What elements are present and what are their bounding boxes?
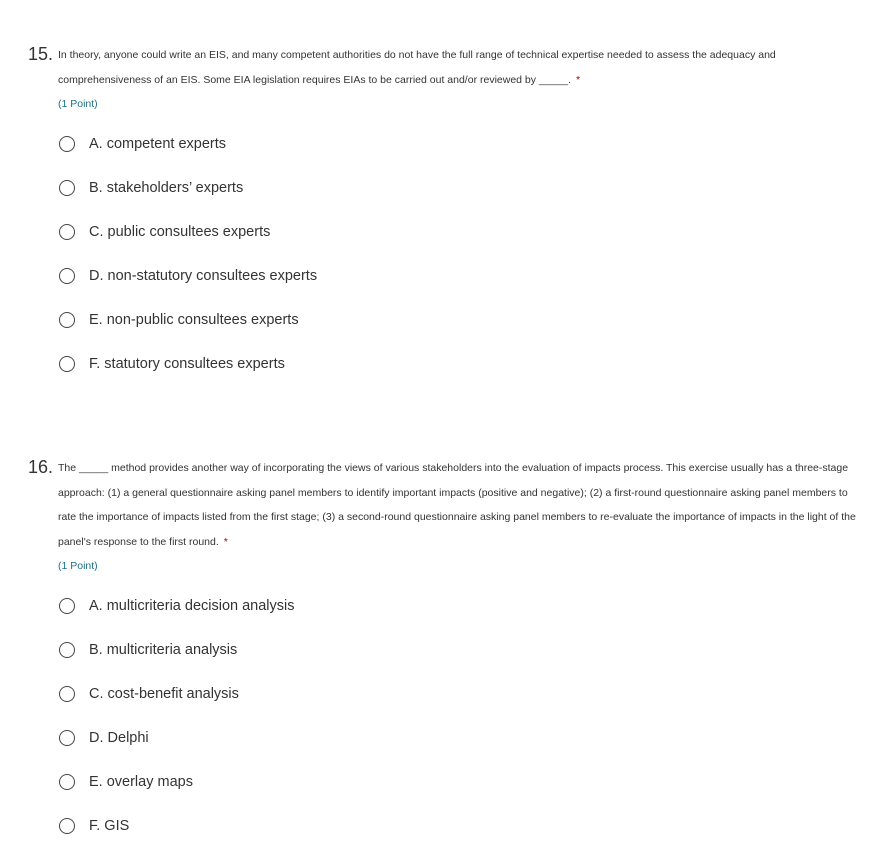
option-label: C. cost-benefit analysis [89,686,239,702]
option-a[interactable] [0,122,887,166]
option-label: A. competent experts [89,136,227,152]
option-label: B. stakeholders’ experts [89,180,244,196]
option-c[interactable] [0,210,887,254]
radio-button[interactable] [59,312,75,328]
radio-button[interactable] [59,774,75,790]
option-f[interactable] [0,804,887,848]
required-star: * [575,73,581,86]
option-d[interactable] [0,716,887,760]
option-b[interactable] [0,166,887,210]
radio-button[interactable] [59,598,75,614]
radio-button[interactable] [59,642,75,658]
option-a[interactable] [0,584,887,628]
option-d[interactable] [0,254,887,298]
question-text [58,42,863,92]
option-f[interactable] [0,342,887,386]
question-points: (1 Point) [58,98,98,110]
radio-button[interactable] [59,268,75,284]
option-label: E. overlay maps [89,774,193,790]
question-prompt: In theory, anyone could write an EIS, and many competent authorities do not have the full range of technical expertise needed to assess the adequacy and comprehensiveness of an EIS. Some EIA legislation requires EIAs to be carried out and/or reviewed by _____. [58,49,776,86]
option-label: D. Delphi [89,730,149,746]
radio-button[interactable] [59,180,75,196]
question-points: (1 Point) [58,560,98,572]
option-label: D. non-statutory consultees experts [89,268,318,284]
radio-button[interactable] [59,136,75,152]
option-label: C. public consultees experts [89,224,271,240]
question-16 [0,455,887,848]
option-b[interactable] [0,628,887,672]
question-number: 15. [28,44,54,64]
question-prompt: The _____ method provides another way of incorporating the views of various stakeholders into the evaluation of impacts process. This exercise usually has a three-stage approach: (1) a general questionnaire asking panel members to identify important impacts (positive and negative); (2) a first-round questionnaire asking panel members to rate the importance of impacts listed from the first stage; (3) a second-round questionnaire asking panel members to re-evaluate the importance of impacts in the light of the panel's response to the first round. [58,462,856,548]
question-header [0,455,887,578]
question-number: 16. [28,457,54,477]
option-label: F. GIS [89,818,130,834]
radio-button[interactable] [59,730,75,746]
required-star: * [223,535,228,548]
radio-button[interactable] [59,818,75,834]
radio-button[interactable] [59,356,75,372]
option-label: B. multicriteria analysis [89,642,238,658]
option-c[interactable] [0,672,887,716]
radio-button[interactable] [59,224,75,240]
question-text [58,455,863,554]
radio-button[interactable] [59,686,75,702]
option-label: F. statutory consultees experts [89,356,285,372]
option-e[interactable] [0,298,887,342]
option-label: A. multicriteria decision analysis [89,598,295,614]
option-label: E. non-public consultees experts [89,312,299,328]
question-15 [0,42,887,386]
question-header [0,42,887,116]
option-e[interactable] [0,760,887,804]
options-list [0,584,887,848]
options-list [0,122,887,386]
